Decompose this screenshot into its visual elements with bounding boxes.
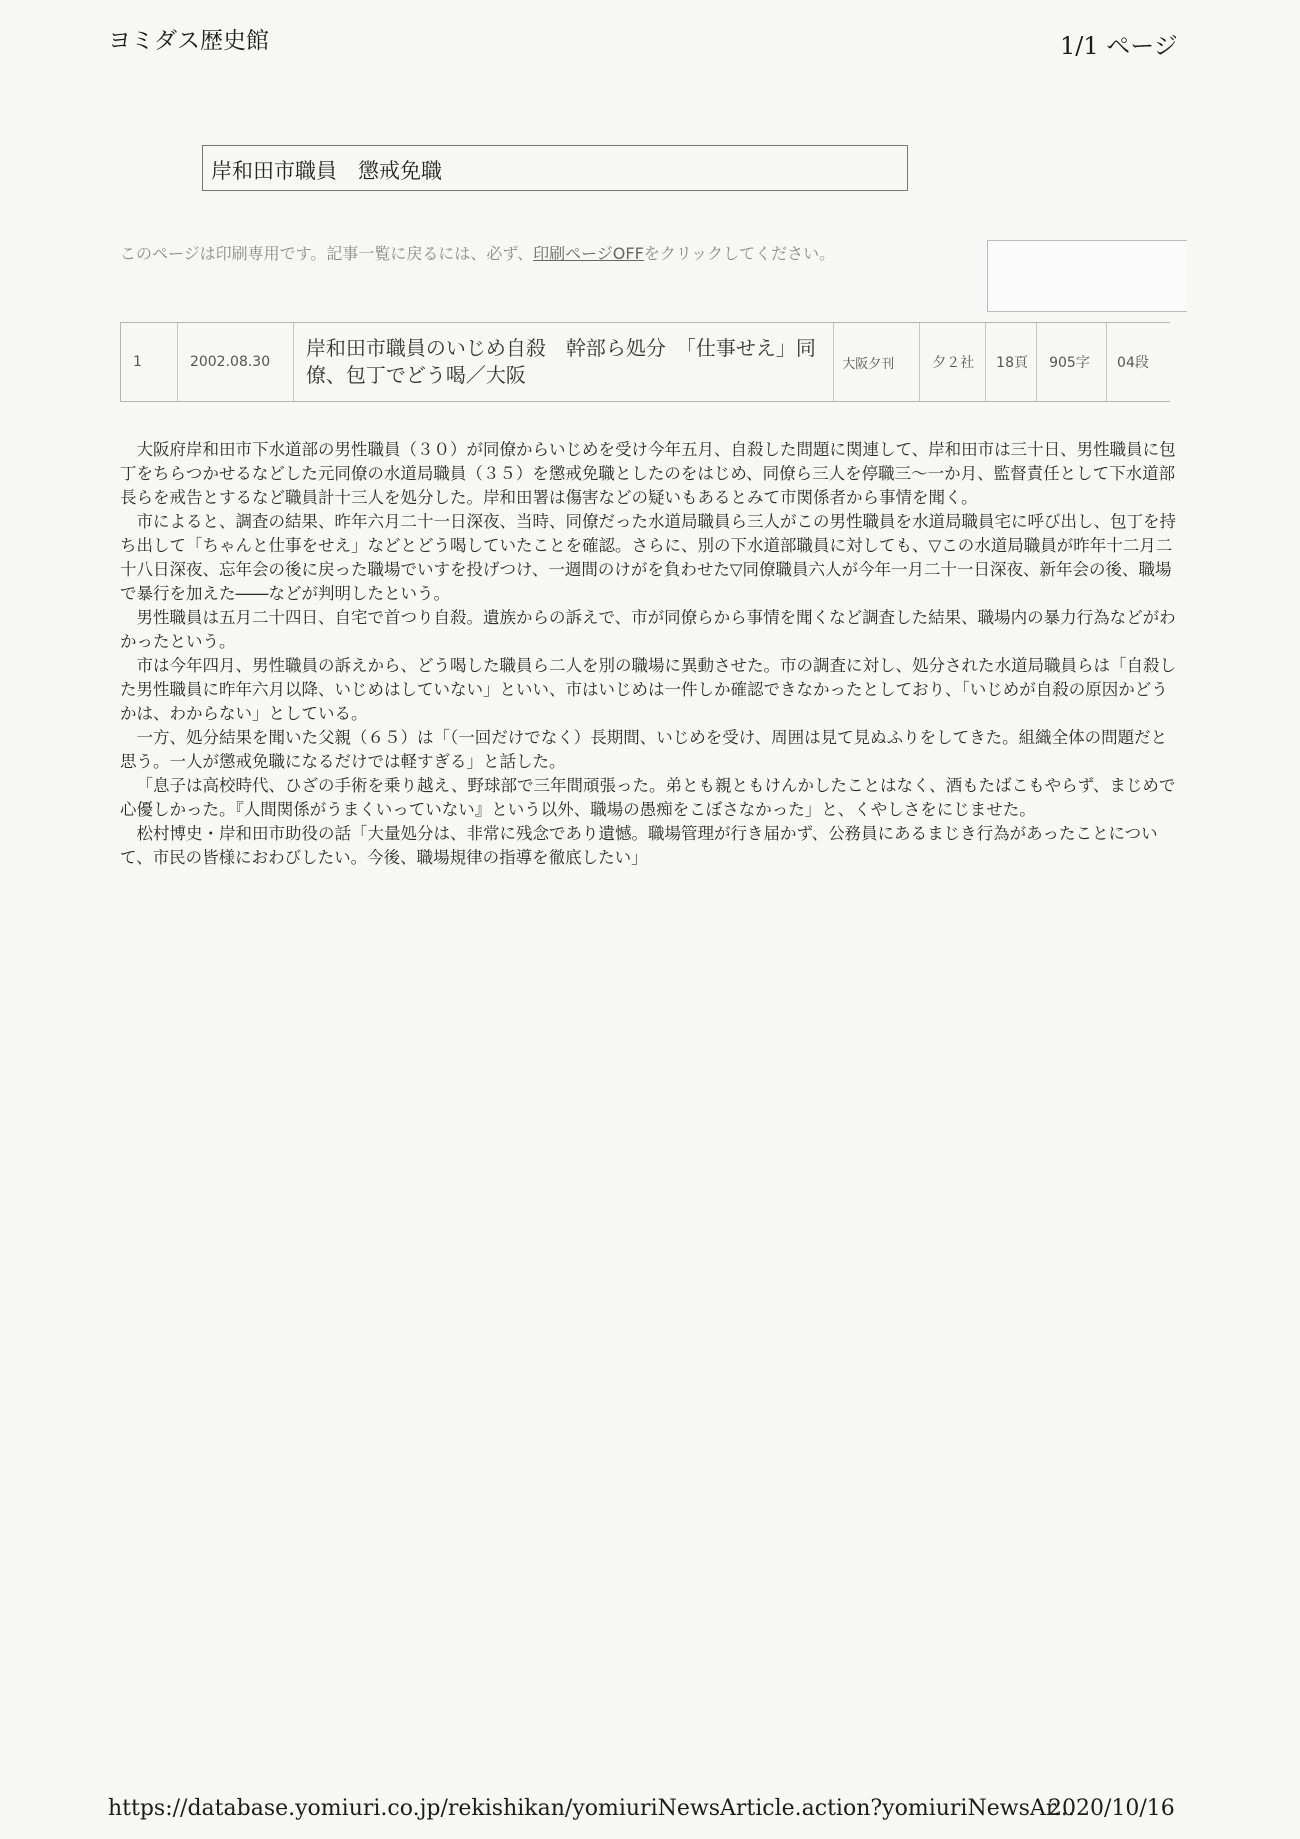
result-columns: 04段 xyxy=(1117,355,1149,371)
article-paragraph: 「息子は高校時代、ひざの手術を乗り越え、野球部で三年間頑張った。弟とも親ともけんかしたことはなく、酒もたばこもやらず、まじめで心優しかった。『人間関係がうまくいっていない』という以外、職場の愚痴をこぼさなかった」と、くやしさをにじませた。 xyxy=(120,776,1176,819)
article-paragraph: 大阪府岸和田市下水道部の男性職員（３０）が同僚からいじめを受け今年五月、自殺した問題に関連して、岸和田市は三十日、男性職員に包丁をちらつかせるなどした元同僚の水道局職員（３５）を懲戒免職としたのをはじめ、同僚ら三人を停職三～一か月、監督責任として下水道部長らを戒告とするなど職員計十三人を処分した。岸和田署は傷害などの疑いもあるとみて市関係者から事情を聞く。 xyxy=(120,440,1176,507)
result-edition: 夕２社 xyxy=(920,323,986,401)
page-count: 1/1 ページ xyxy=(1060,32,1178,60)
article-paragraph: 男性職員は五月二十四日、自宅で首つり自殺。遺族からの訴えで、市が同僚らから事情を聞くなど調査した結果、職場内の暴力行為などがわかったという。 xyxy=(120,608,1176,651)
article-paragraph: 市は今年四月、男性職員の訴えから、どう喝した職員ら二人を別の職場に異動させた。市の調査に対し、処分された水道局職員らは「自殺した男性職員に昨年六月以降、いじめはしていない」といい、市はいじめは一件しか確認できなかったとしており、「いじめが自殺の原因かどうかは、わからない」としている。 xyxy=(120,656,1176,723)
result-media: 大阪夕刊 xyxy=(834,323,920,401)
result-number: 1 xyxy=(121,323,178,401)
article-body xyxy=(120,438,1180,938)
result-row xyxy=(120,322,1170,402)
print-notice-before: このページは印刷専用です。記事一覧に戻るには、必ず、 xyxy=(120,244,534,263)
footer-date: 2020/10/16 xyxy=(1048,1796,1175,1821)
print-notice xyxy=(120,241,835,264)
result-page: 18頁 xyxy=(986,323,1037,401)
print-notice-after: をクリックしてください。 xyxy=(643,244,836,263)
side-panel-box xyxy=(987,240,1187,312)
footer-url: https://database.yomiuri.co.jp/rekishikan/yomiuriNewsArticle.action?yomiuriNewsAr... xyxy=(108,1796,1075,1821)
search-query-box: 岸和田市職員 懲戒免職 xyxy=(202,145,908,191)
article-paragraph: 松村博史・岸和田市助役の話「大量処分は、非常に残念であり遺憾。職場管理が行き届かず、公務員にあるまじき行為があったことについて、市民の皆様におわびしたい。今後、職場規律の指導を徹底したい」 xyxy=(120,824,1158,867)
article-paragraph: 一方、処分結果を聞いた父親（６５）は「（一回だけでなく）長期間、いじめを受け、周囲は見て見ぬふりをしてきた。組織全体の問題だと思う。一人が懲戒免職になるだけでは軽すぎる」と話した。 xyxy=(120,728,1168,771)
result-date: 2002.08.30 xyxy=(178,323,294,401)
result-title: 岸和田市職員のいじめ自殺 幹部ら処分 「仕事せえ」同僚、包丁でどう喝／大阪 xyxy=(294,323,834,401)
result-word-count: 905字 xyxy=(1037,323,1107,401)
print-page-off-link[interactable]: 印刷ページOFF xyxy=(533,244,644,263)
article-paragraph: 市によると、調査の結果、昨年六月二十一日深夜、当時、同僚だった水道局職員ら三人がこの男性職員を水道局職員宅に呼び出し、包丁を持ち出して「ちゃんと仕事をせえ」などとどう喝していたことを確認。さらに、別の下水道部職員に対しても、▽この水道局職員が昨年十二月二十八日深夜、忘年会の後に戻った職場でいすを投げつけ、一週間のけがを負わせた▽同僚職員六人が今年一月二十一日深夜、新年会の後、職場で暴行を加えた――などが判明したという。 xyxy=(120,512,1176,603)
site-name: ヨミダス歴史館 xyxy=(108,28,269,54)
